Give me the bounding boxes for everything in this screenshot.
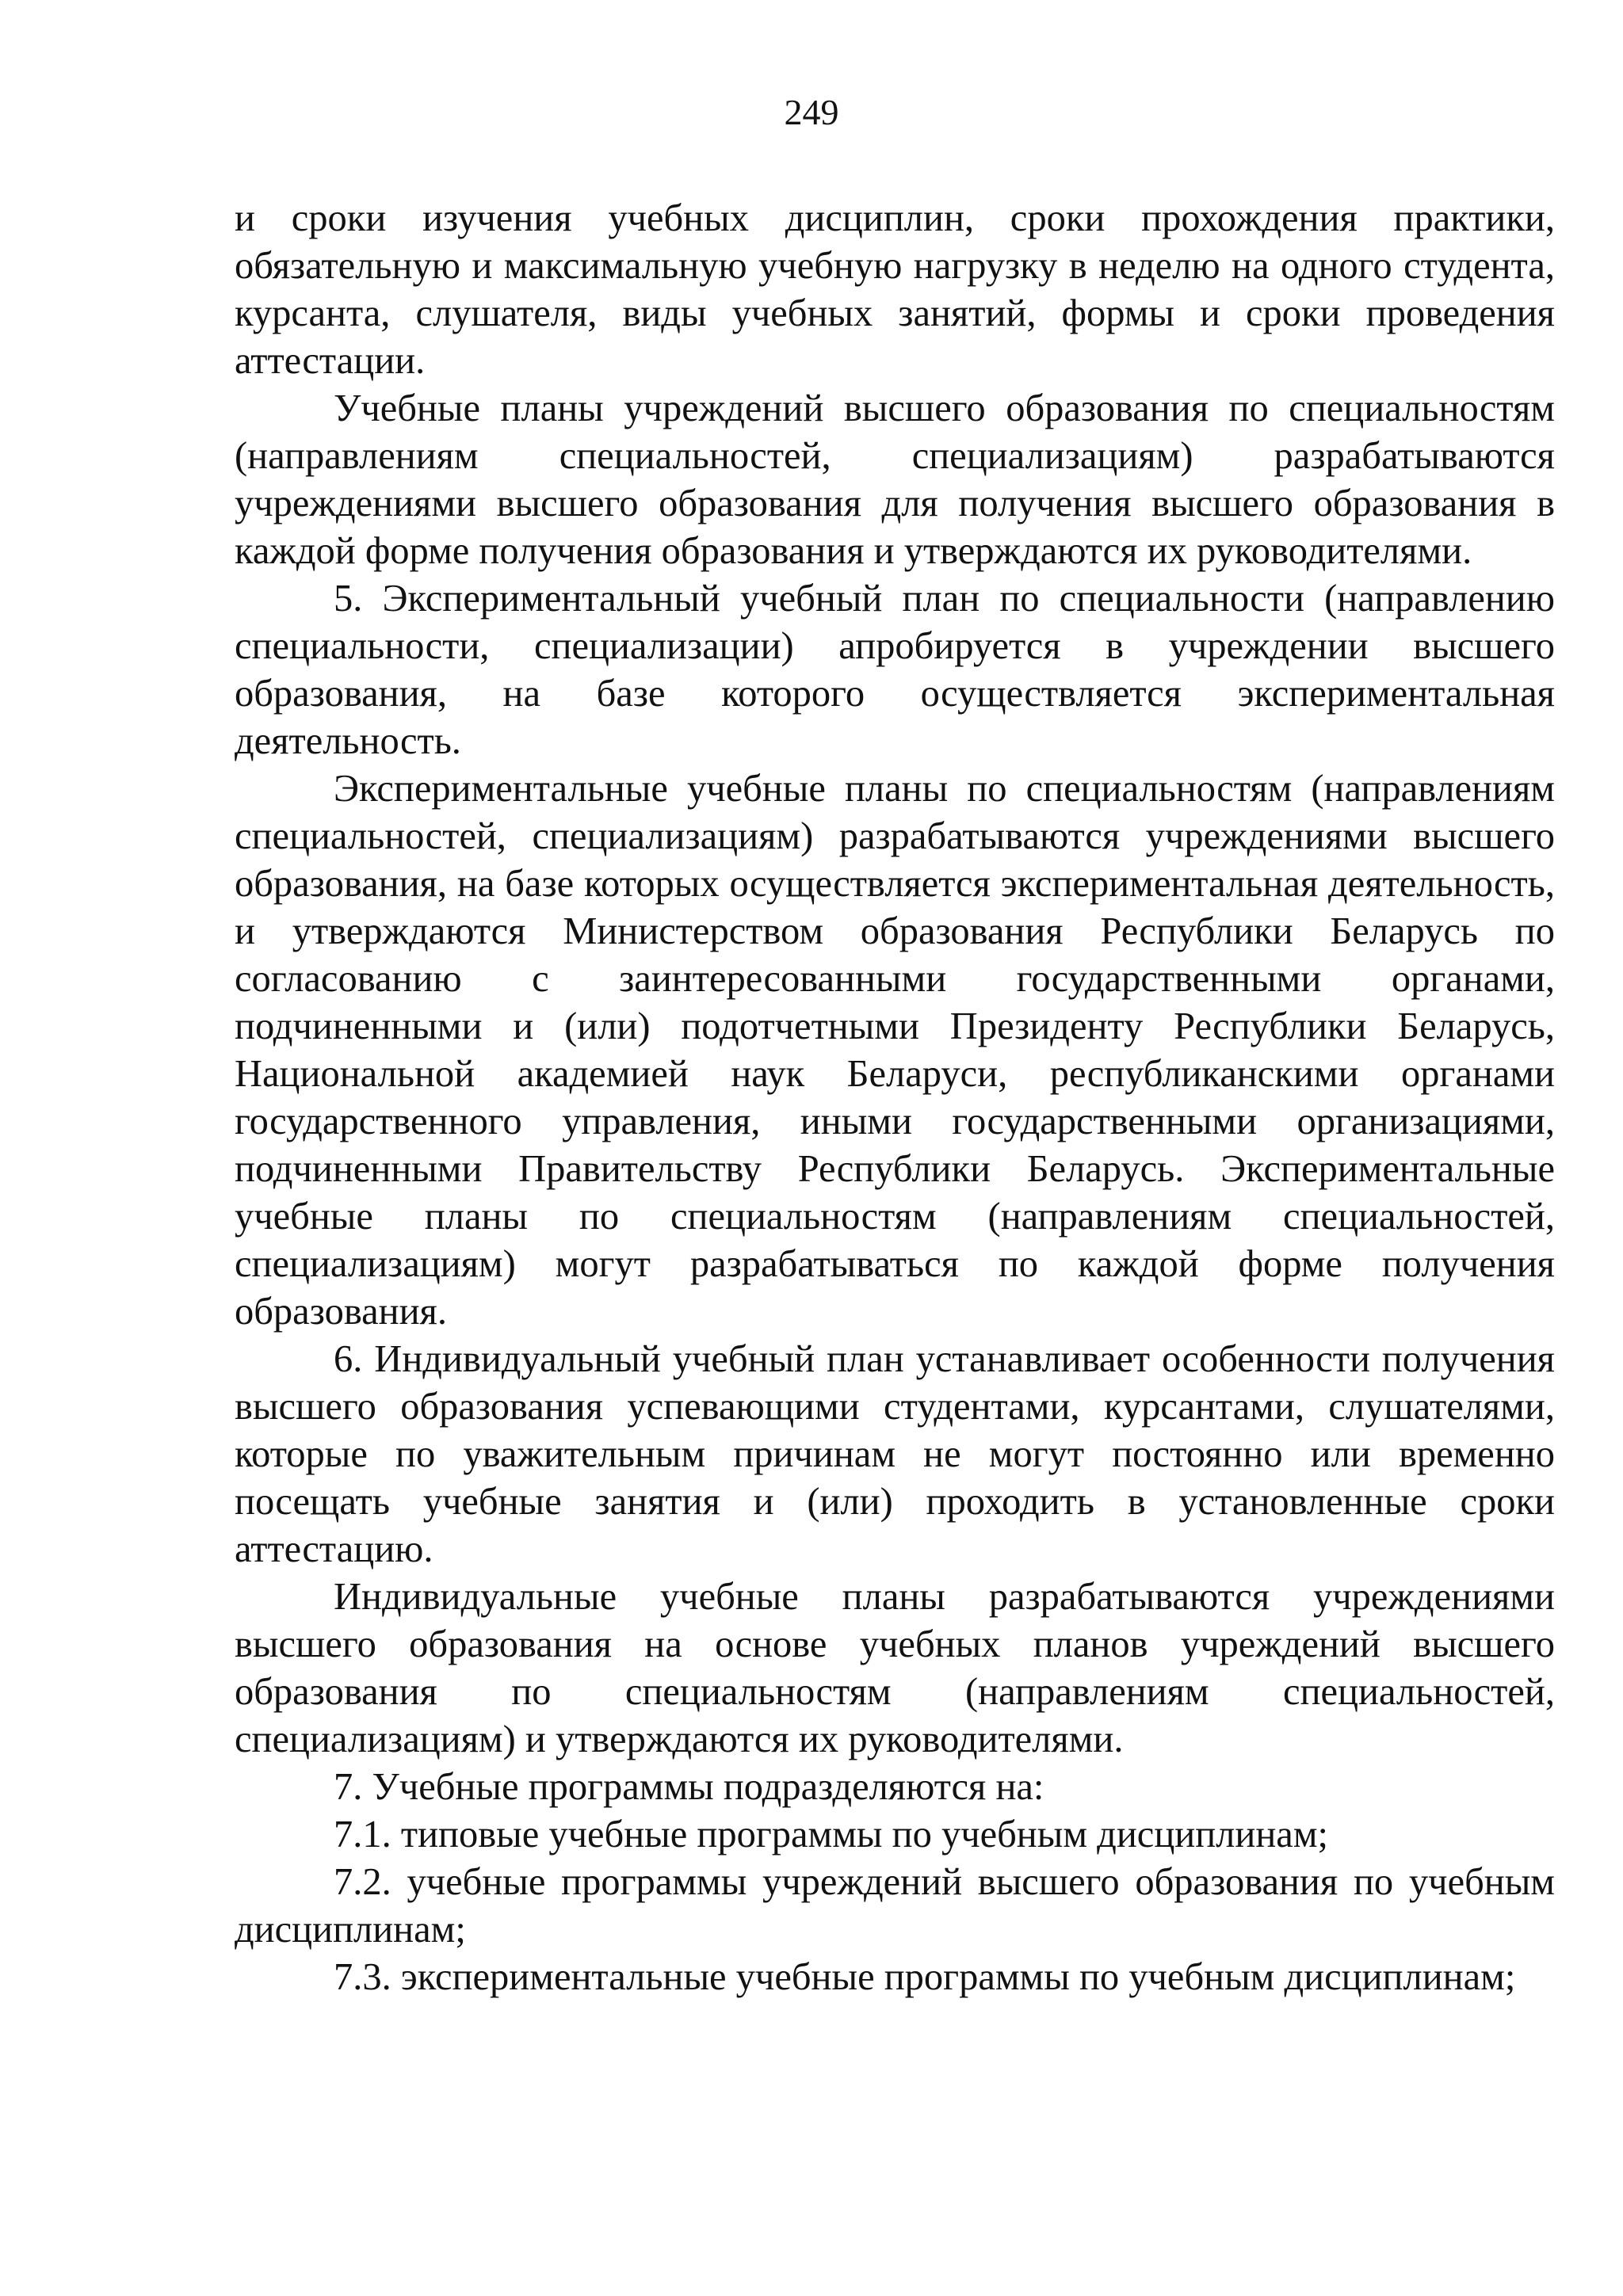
paragraph: Учебные планы учреждений высшего образования по специальностям (направлениям специальностей, специализациям) разрабатываются учреждениями высшего образования для получения высшего образования в каждой форме получения образования и утверждаются их руководителями.: [235, 387, 1555, 572]
document-body: [235, 195, 1555, 2001]
paragraph: 7.1. типовые учебные программы по учебным дисциплинам;: [334, 1814, 1328, 1855]
paragraph: 5. Экспериментальный учебный план по специальности (направлению специальности, специализации) апробируется в учреждении высшего образования, на базе которого осуществляется экспериментальная деятельность.: [235, 578, 1555, 762]
paragraph: 6. Индивидуальный учебный план устанавливает особенности получения высшего образования успевающими студентами, курсантами, слушателями, которые по уважительным причинам не могут постоянно или временно посещать учебные занятия и (или) проходить в установленные сроки аттестацию.: [235, 1338, 1555, 1570]
paragraph: 7.2. учебные программы учреждений высшего образования по учебным дисциплинам;: [235, 1861, 1555, 1951]
paragraph: 7.3. экспериментальные учебные программы по учебным дисциплинам;: [334, 1956, 1516, 1998]
paragraph: и сроки изучения учебных дисциплин, сроки прохождения практики, обязательную и максимальную учебную нагрузку в неделю на одного студента, курсанта, слушателя, виды учебных занятий, формы и сроки проведения аттестации.: [235, 197, 1555, 382]
paragraph: Индивидуальные учебные планы разрабатываются учреждениями высшего образования на основе учебных планов учреждений высшего образования по специальностям (направлениям специальностей, специализациям) и утверждаются их руководителями.: [235, 1576, 1555, 1760]
page-number: 249: [784, 92, 839, 132]
paragraph: Экспериментальные учебные планы по специальностям (направлениям специальностей, специализациям) разрабатываются учреждениями высшего образования, на базе которых осуществляется экспериментальная деятельность, и утверждаются Министерством образования Республики Беларусь по согласованию с заинтересованными государственными органами, подчиненными и (или) подотчетными Президенту Республики Беларусь, Национальной академией наук Беларуси, республиканскими органами государственного управления, иными государственными организациями, подчиненными Правительству Республики Беларусь. Экспериментальные учебные планы по специальностям (направлениям специальностей, специализациям) могут разрабатываться по каждой форме получения образования.: [235, 768, 1555, 1333]
paragraph: 7. Учебные программы подразделяются на:: [334, 1766, 1044, 1808]
